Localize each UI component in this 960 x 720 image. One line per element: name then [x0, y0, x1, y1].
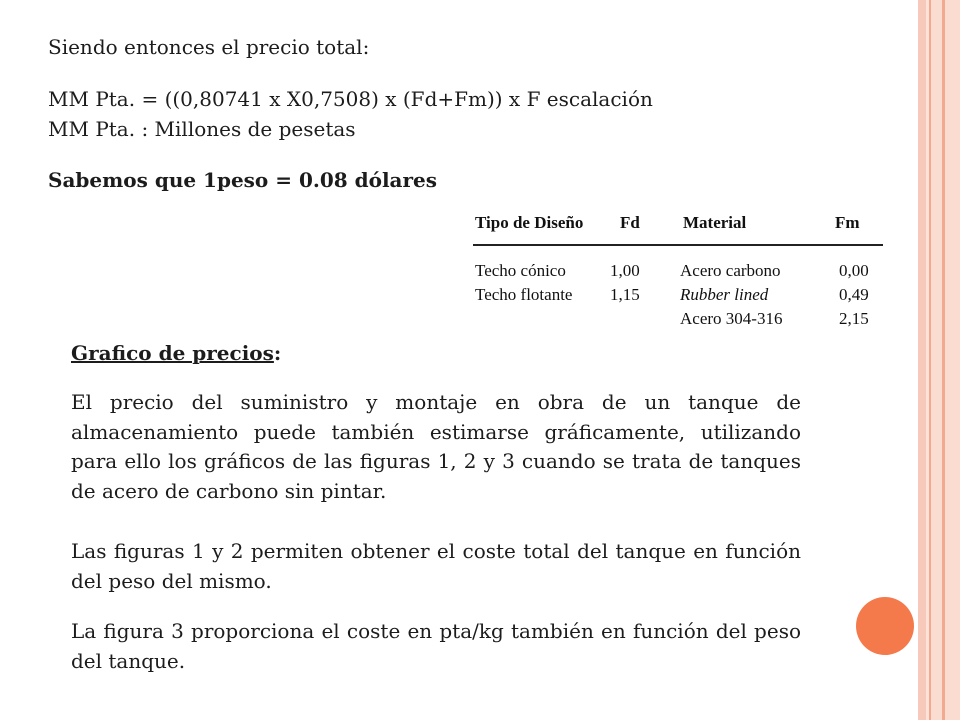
table-header: Fm [835, 213, 860, 232]
table-cell: 1,15 [610, 285, 640, 304]
currency-conversion: Sabemos que 1peso = 0.08 dólares [48, 168, 438, 192]
table-cell: Techo flotante [475, 285, 573, 304]
table-cell: 2,15 [839, 309, 869, 328]
section-heading [71, 341, 281, 365]
table-header: Fd [620, 213, 640, 232]
table-rule [473, 244, 883, 246]
paragraph: La figura 3 proporciona el coste en pta/kg también en función del peso del tanque. [71, 619, 801, 673]
table-header: Tipo de Diseño [475, 213, 584, 232]
border-stripe [918, 0, 926, 720]
coefficients-table [473, 208, 883, 334]
table-cell: Rubber lined [680, 285, 769, 304]
paragraph: El precio del suministro y montaje en obra de un tanque de almacenamiento puede también estimarse gráficamente, utilizando para ello los gráficos de las figuras 1, 2 y 3 cuando se trata de tanques de acero de carbono sin pintar. [71, 390, 801, 503]
border-stripe [931, 0, 942, 720]
table-cell: Acero carbono [680, 261, 781, 280]
border-stripe [945, 0, 960, 720]
table-cell: Acero 304-316 [680, 309, 783, 328]
table-cell: 0,00 [839, 261, 869, 280]
decorative-circle [856, 597, 914, 655]
paragraph: Las figuras 1 y 2 permiten obtener el coste total del tanque en función del peso del mismo. [71, 539, 801, 593]
formula-legend: MM Pta. : Millones de pesetas [48, 117, 356, 141]
table-header: Material [683, 213, 747, 232]
heading-colon: : [273, 341, 282, 365]
intro-line: Siendo entonces el precio total: [48, 35, 370, 59]
price-formula: MM Pta. = ((0,80741 x X0,7508) x (Fd+Fm)) x F escalación [48, 87, 653, 111]
section-heading-text: Grafico de precios [71, 341, 274, 365]
table-cell: 1,00 [610, 261, 640, 280]
table-cell: Techo cónico [475, 261, 566, 280]
table-cell: 0,49 [839, 285, 869, 304]
